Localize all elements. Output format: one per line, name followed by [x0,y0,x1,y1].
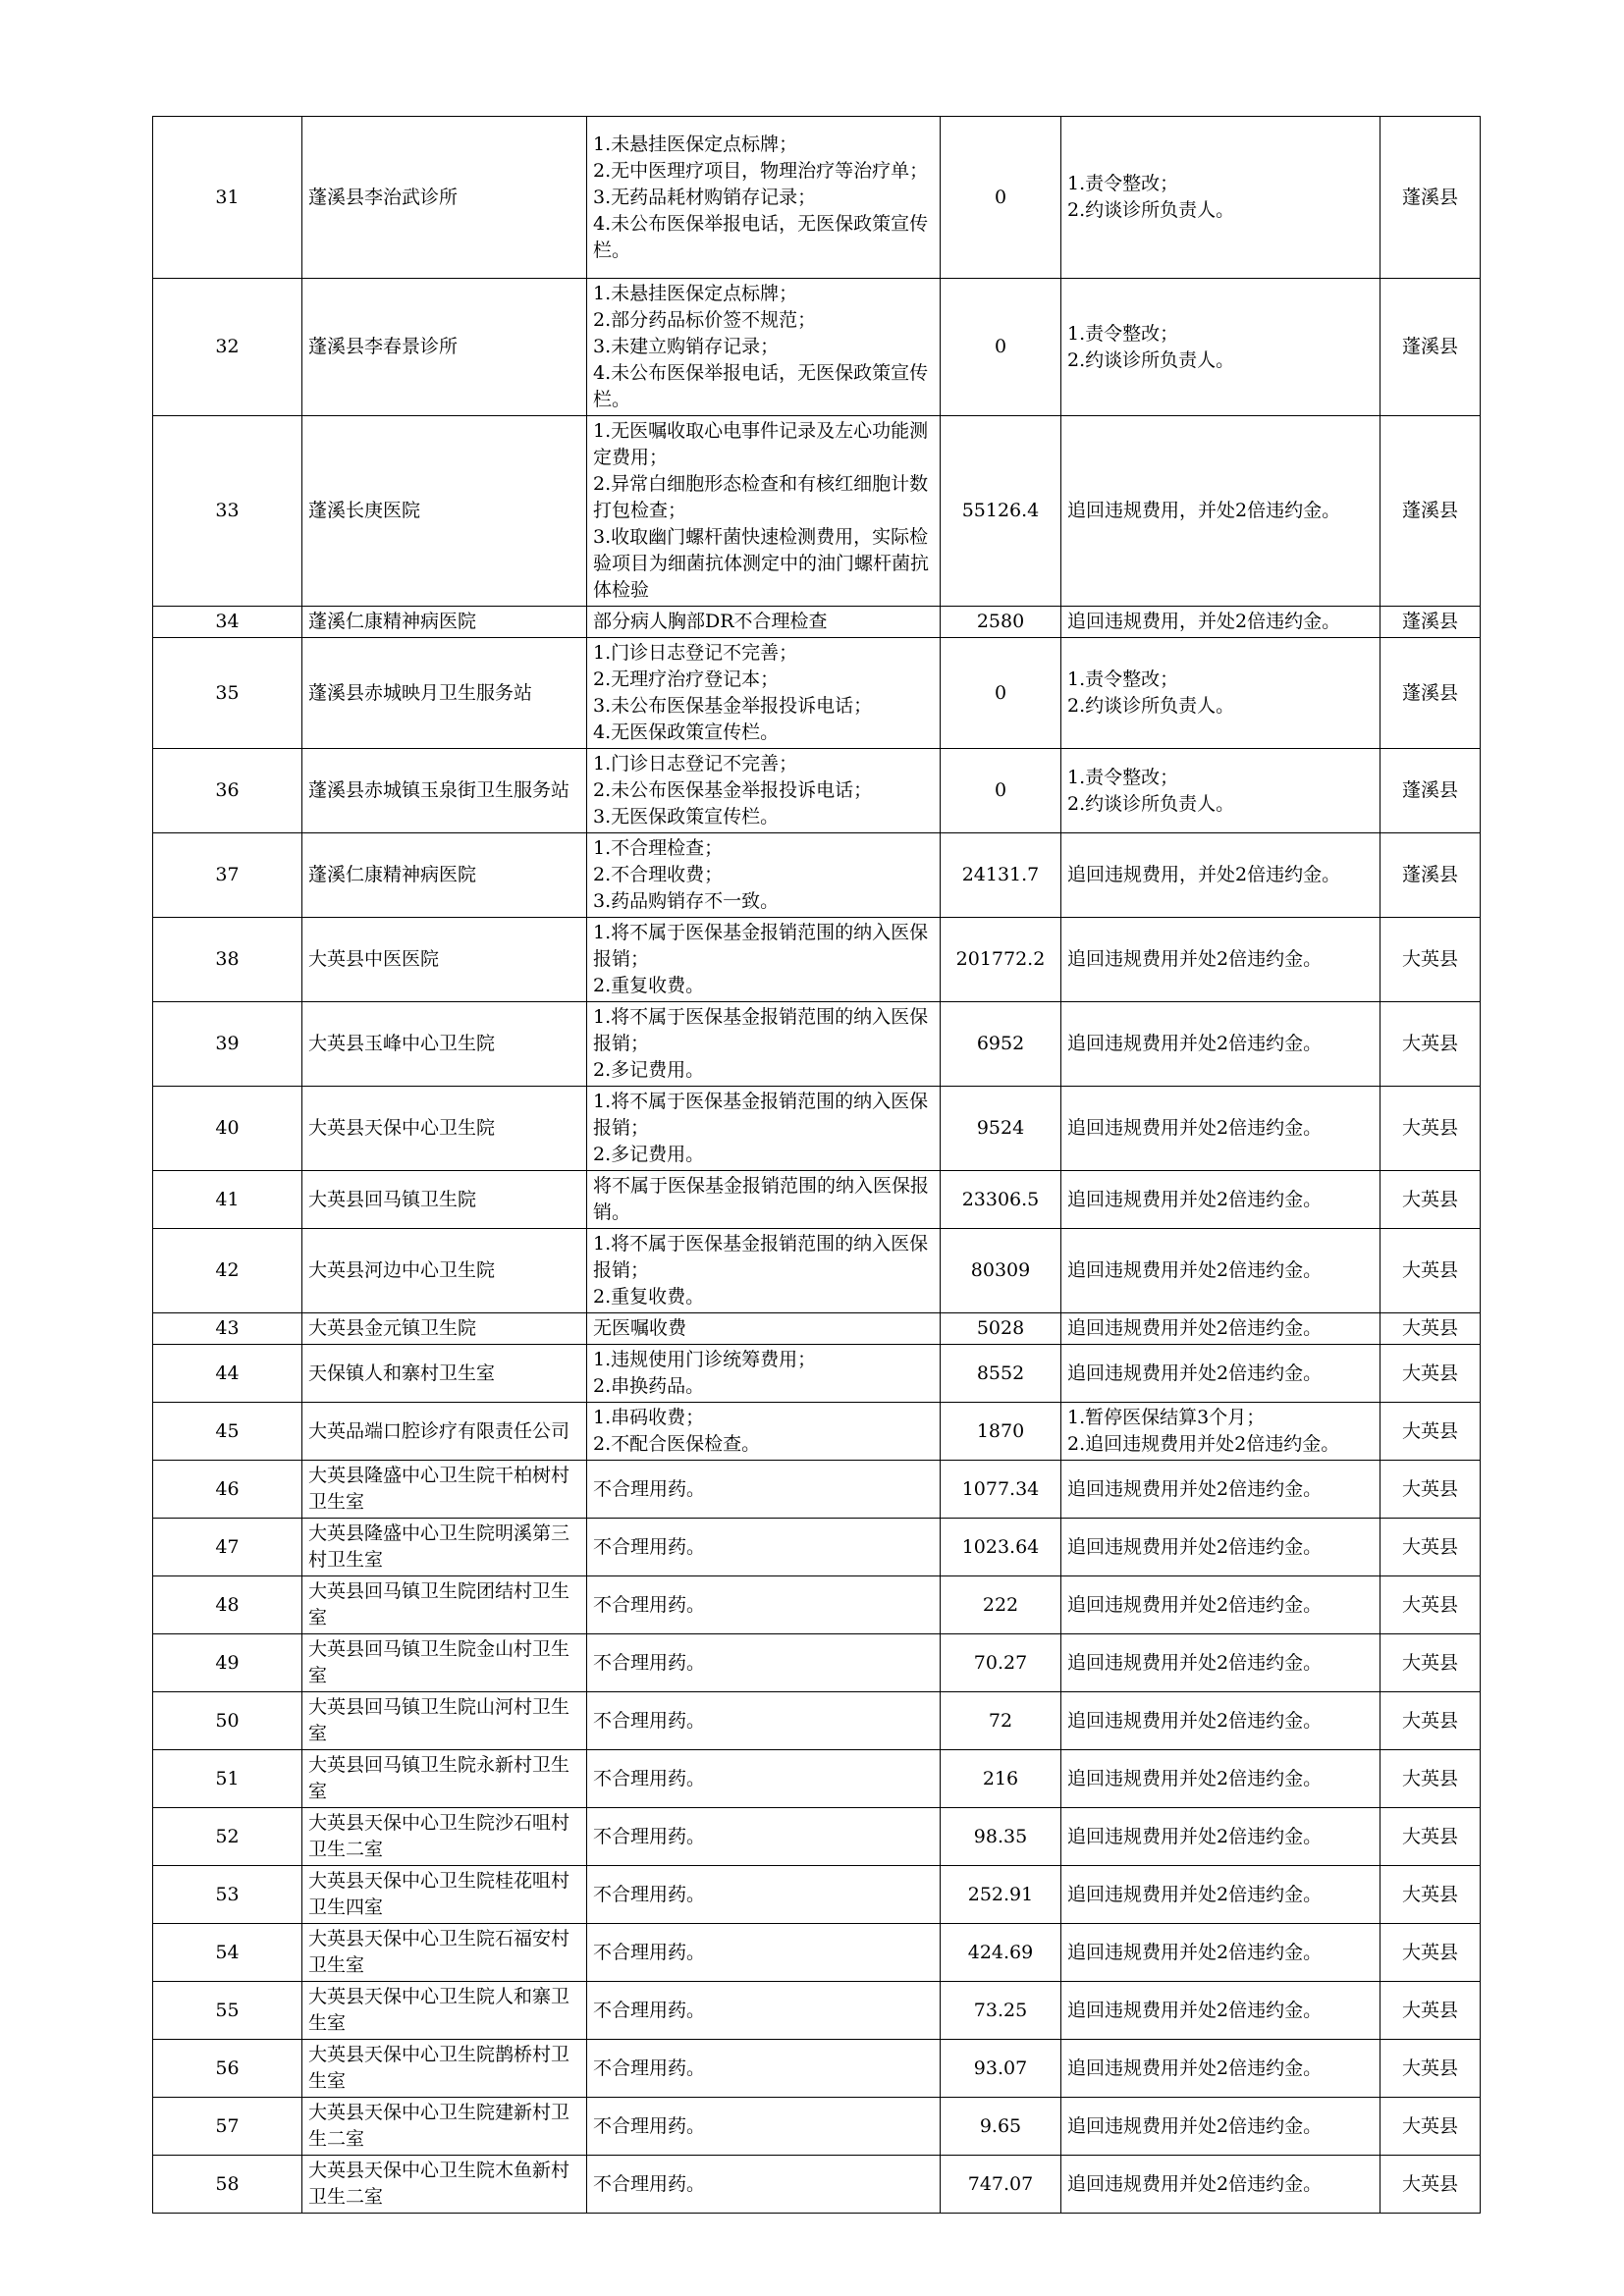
county-name: 大英县 [1380,918,1481,1002]
county-name: 蓬溪县 [1380,117,1481,279]
penalty-text [1061,1313,1380,1345]
penalty-text [1061,833,1380,918]
institution-name: 蓬溪县赤城映月卫生服务站 [302,638,587,749]
table-row [153,1924,1481,1982]
issue-text-line: 不合理用药。 [593,1593,706,1616]
issue-text-line: 不合理用药。 [593,2056,706,2079]
issue-text [587,1229,941,1313]
violation-amount: 70.27 [941,1634,1061,1692]
table-row [153,1313,1481,1345]
violation-amount: 72 [941,1692,1061,1750]
penalty-text [1061,1519,1380,1576]
issue-text [587,1576,941,1634]
row-number: 58 [153,2156,302,2214]
institution-name: 蓬溪仁康精神病医院 [302,607,587,638]
violation-amount: 216 [941,1750,1061,1808]
issue-text-line: 不合理用药。 [593,1709,706,1732]
violation-amount: 55126.4 [941,416,1061,607]
penalty-text-line: 2.约谈诊所负责人。 [1067,199,1235,221]
issue-text [587,1750,941,1808]
issue-text-line: 不合理用药。 [593,1999,706,2021]
penalty-text [1061,2040,1380,2098]
penalty-text-line: 1.责令整改； [1067,766,1179,788]
penalty-text-line: 追回违规费用并处2倍违约金。 [1067,1651,1323,1674]
issue-text-line: 不合理用药。 [593,1941,706,1963]
violation-amount: 6952 [941,1002,1061,1087]
penalty-text-line: 追回违规费用并处2倍违约金。 [1067,1033,1323,1054]
issue-text-line: 1.未悬挂医保定点标牌； [593,133,798,155]
issue-text [587,416,941,607]
institution-name: 大英县天保中心卫生院石福安村卫生室 [302,1924,587,1982]
penalty-text-line: 2.约谈诊所负责人。 [1067,792,1235,815]
violation-amount: 747.07 [941,2156,1061,2214]
penalty-text-line: 1.暂停医保结算3个月； [1067,1407,1266,1428]
issue-text [587,1982,941,2040]
issue-text-line: 1.不合理检查； [593,837,724,859]
issue-text [587,918,941,1002]
penalty-text-line: 追回违规费用并处2倍违约金。 [1067,1999,1323,2021]
issue-text [587,1692,941,1750]
institution-name: 大英县天保中心卫生院沙石咀村卫生二室 [302,1808,587,1866]
row-number: 42 [153,1229,302,1313]
county-name: 大英县 [1380,1692,1481,1750]
row-number: 48 [153,1576,302,1634]
issue-text-line: 1.门诊日志登记不完善； [593,642,798,664]
row-number: 37 [153,833,302,918]
table-row [153,1087,1481,1171]
issue-text-line: 1.未悬挂医保定点标牌； [593,283,798,304]
issue-text-line: 无医嘱收费 [593,1317,687,1339]
issue-text-line: 1.将不属于医保基金报销范围的纳入医保报销； [593,1091,929,1139]
issue-text-line: 2.重复收费。 [593,975,705,996]
penalty-text [1061,1576,1380,1634]
institution-name: 蓬溪县李治武诊所 [302,117,587,279]
penalty-text-line: 追回违规费用并处2倍违约金。 [1067,1883,1323,1905]
issue-text [587,1519,941,1576]
violation-amount: 73.25 [941,1982,1061,2040]
issue-text-line: 1.门诊日志登记不完善； [593,753,798,774]
penalty-text [1061,1461,1380,1519]
penalty-text [1061,1692,1380,1750]
issue-text-line: 1.将不属于医保基金报销范围的纳入医保报销； [593,922,929,970]
issue-text [587,638,941,749]
issue-text [587,1866,941,1924]
penalty-text-line: 追回违规费用并处2倍违约金。 [1067,1825,1323,1847]
table-row [153,279,1481,416]
issue-text-line: 2.异常白细胞形态检查和有核红细胞计数打包检查； [593,473,929,521]
violation-amount: 424.69 [941,1924,1061,1982]
row-number: 40 [153,1087,302,1171]
penalty-text [1061,117,1380,279]
issue-text-line: 将不属于医保基金报销范围的纳入医保报销。 [593,1175,930,1223]
violation-amount: 1023.64 [941,1519,1061,1576]
table-row [153,2156,1481,2214]
issue-text [587,1087,941,1171]
table-row [153,1345,1481,1403]
row-number: 57 [153,2098,302,2156]
penalty-text-line: 2.追回违规费用并处2倍违约金。 [1067,1433,1340,1455]
penalty-text [1061,1002,1380,1087]
table-row [153,607,1481,638]
table-row [153,1403,1481,1461]
institution-name: 大英品端口腔诊疗有限责任公司 [302,1403,587,1461]
table-row [153,749,1481,833]
penalty-text [1061,1345,1380,1403]
table-row [153,918,1481,1002]
county-name: 大英县 [1380,1519,1481,1576]
issue-text-line: 2.无中医理疗项目，物理治疗等治疗单； [593,159,929,182]
county-name: 大英县 [1380,1924,1481,1982]
penalty-text-line: 追回违规费用并处2倍违约金。 [1067,1259,1323,1281]
issue-text-line: 1.将不属于医保基金报销范围的纳入医保报销； [593,1233,929,1281]
penalty-text [1061,1924,1380,1982]
table-row [153,1229,1481,1313]
penalty-text-line: 追回违规费用并处2倍违约金。 [1067,1477,1323,1500]
table-row [153,2040,1481,2098]
penalty-text-line: 追回违规费用并处2倍违约金。 [1067,1188,1323,1210]
penalty-text-line: 追回违规费用并处2倍违约金。 [1067,1117,1323,1139]
issue-text [587,1171,941,1229]
county-name: 大英县 [1380,2156,1481,2214]
issue-text-line: 3.未公布医保基金举报投诉电话； [593,695,873,717]
row-number: 41 [153,1171,302,1229]
penalty-text-line: 追回违规费用并处2倍违约金。 [1067,2172,1323,2195]
county-name: 大英县 [1380,1002,1481,1087]
penalty-text [1061,1171,1380,1229]
violation-amount: 80309 [941,1229,1061,1313]
row-number: 55 [153,1982,302,2040]
issue-text [587,2040,941,2098]
county-name: 大英县 [1380,1313,1481,1345]
penalty-text [1061,749,1380,833]
violation-amount: 222 [941,1576,1061,1634]
row-number: 34 [153,607,302,638]
county-name: 蓬溪县 [1380,749,1481,833]
issue-text [587,1808,941,1866]
issue-text-line: 2.串换药品。 [593,1375,705,1397]
penalty-text [1061,1634,1380,1692]
issue-text-line: 4.未公布医保举报电话，无医保政策宣传栏。 [593,362,929,410]
row-number: 35 [153,638,302,749]
issue-text-line: 3.无医保政策宣传栏。 [593,806,780,828]
violation-amount: 98.35 [941,1808,1061,1866]
institution-name: 大英县回马镇卫生院永新村卫生室 [302,1750,587,1808]
penalty-text [1061,1808,1380,1866]
row-number: 38 [153,918,302,1002]
penalty-text [1061,918,1380,1002]
penalty-text [1061,416,1380,607]
violation-amount: 8552 [941,1345,1061,1403]
institution-name: 大英县中医医院 [302,918,587,1002]
penalty-text [1061,1982,1380,2040]
penalty-text [1061,1229,1380,1313]
row-number: 39 [153,1002,302,1087]
institution-name: 大英县回马镇卫生院团结村卫生室 [302,1576,587,1634]
penalty-text-line: 追回违规费用并处2倍违约金。 [1067,1362,1323,1384]
institution-name: 大英县回马镇卫生院金山村卫生室 [302,1634,587,1692]
penalty-text-line: 2.约谈诊所负责人。 [1067,695,1235,717]
violation-amount: 0 [941,279,1061,416]
violation-amount: 252.91 [941,1866,1061,1924]
row-number: 54 [153,1924,302,1982]
row-number: 52 [153,1808,302,1866]
table-row [153,1750,1481,1808]
penalty-text [1061,638,1380,749]
county-name: 大英县 [1380,2098,1481,2156]
issue-text-line: 3.无药品耗材购销存记录； [593,186,817,208]
issue-text [587,1461,941,1519]
table-row [153,1982,1481,2040]
issue-text-line: 2.重复收费。 [593,1286,705,1308]
issue-text-line: 不合理用药。 [593,1767,706,1789]
institution-name: 大英县回马镇卫生院山河村卫生室 [302,1692,587,1750]
issue-text-line: 不合理用药。 [593,1535,706,1558]
table-row [153,1866,1481,1924]
violation-amount: 93.07 [941,2040,1061,2098]
penalty-text-line: 追回违规费用并处2倍违约金。 [1067,2056,1323,2079]
table-row [153,1808,1481,1866]
violation-amount: 24131.7 [941,833,1061,918]
county-name: 大英县 [1380,1087,1481,1171]
penalty-text-line: 追回违规费用并处2倍违约金。 [1067,1709,1323,1732]
issue-text [587,1403,941,1461]
issue-text-line: 3.未建立购销存记录； [593,336,780,357]
table-row [153,1692,1481,1750]
table-row [153,1519,1481,1576]
row-number: 53 [153,1866,302,1924]
county-name: 大英县 [1380,1808,1481,1866]
issue-text-line: 不合理用药。 [593,1651,706,1674]
table-row [153,1634,1481,1692]
institution-name: 大英县回马镇卫生院 [302,1171,587,1229]
penalty-text-line: 追回违规费用并处2倍违约金。 [1067,1593,1323,1616]
penalty-text [1061,2156,1380,2214]
institution-name: 大英县隆盛中心卫生院明溪第三村卫生室 [302,1519,587,1576]
row-number: 33 [153,416,302,607]
institution-name: 大英县玉峰中心卫生院 [302,1002,587,1087]
issue-text-line: 4.无医保政策宣传栏。 [593,721,780,743]
penalty-text-line: 追回违规费用，并处2倍违约金。 [1067,864,1341,885]
penalty-text-line: 追回违规费用并处2倍违约金。 [1067,2114,1323,2137]
institution-name: 大英县天保中心卫生院桂花咀村卫生四室 [302,1866,587,1924]
issue-text-line: 1.将不属于医保基金报销范围的纳入医保报销； [593,1006,929,1054]
violation-amount: 1077.34 [941,1461,1061,1519]
county-name: 蓬溪县 [1380,416,1481,607]
issue-text-line: 3.药品购销存不一致。 [593,890,780,912]
institution-name: 蓬溪县赤城镇玉泉街卫生服务站 [302,749,587,833]
penalty-text-line: 追回违规费用并处2倍违约金。 [1067,948,1323,970]
institution-name: 大英县天保中心卫生院人和寨卫生室 [302,1982,587,2040]
county-name: 蓬溪县 [1380,607,1481,638]
penalty-text-line: 追回违规费用，并处2倍违约金。 [1067,500,1341,521]
row-number: 51 [153,1750,302,1808]
issue-text [587,607,941,638]
row-number: 32 [153,279,302,416]
issue-text [587,1634,941,1692]
row-number: 47 [153,1519,302,1576]
penalty-text-line: 追回违规费用并处2倍违约金。 [1067,1535,1323,1558]
penalty-text [1061,1403,1380,1461]
institution-name: 蓬溪长庚医院 [302,416,587,607]
penalty-text-line: 1.责令整改； [1067,173,1179,194]
violations-table [152,116,1481,2214]
row-number: 50 [153,1692,302,1750]
row-number: 56 [153,2040,302,2098]
issue-text [587,749,941,833]
issue-text [587,833,941,918]
penalty-text [1061,607,1380,638]
violation-amount: 0 [941,638,1061,749]
institution-name: 大英县天保中心卫生院建新村卫生二室 [302,2098,587,2156]
penalty-text [1061,1750,1380,1808]
penalty-text-line: 1.责令整改； [1067,668,1179,690]
table-row [153,1171,1481,1229]
table-row [153,2098,1481,2156]
county-name: 大英县 [1380,1634,1481,1692]
penalty-text-line: 追回违规费用并处2倍违约金。 [1067,1941,1323,1963]
issue-text-line: 2.多记费用。 [593,1059,705,1081]
table-row [153,833,1481,918]
institution-name: 大英县隆盛中心卫生院干柏树村卫生室 [302,1461,587,1519]
institution-name: 大英县金元镇卫生院 [302,1313,587,1345]
institution-name: 蓬溪县李春景诊所 [302,279,587,416]
issue-text-line: 不合理用药。 [593,1825,706,1847]
county-name: 大英县 [1380,1461,1481,1519]
violation-amount: 201772.2 [941,918,1061,1002]
issue-text-line: 部分病人胸部DR不合理检查 [593,611,828,632]
table-row [153,1576,1481,1634]
issue-text-line: 1.无医嘱收取心电事件记录及左心功能测定费用； [593,420,929,468]
county-name: 大英县 [1380,1345,1481,1403]
issue-text-line: 2.无理疗治疗登记本； [593,668,780,690]
county-name: 大英县 [1380,1229,1481,1313]
county-name: 大英县 [1380,1750,1481,1808]
penalty-text-line: 追回违规费用并处2倍违约金。 [1067,1317,1323,1339]
county-name: 大英县 [1380,2040,1481,2098]
county-name: 大英县 [1380,1403,1481,1461]
violation-amount: 1870 [941,1403,1061,1461]
issue-text-line: 不合理用药。 [593,2172,706,2195]
county-name: 大英县 [1380,1982,1481,2040]
issue-text-line: 4.未公布医保举报电话，无医保政策宣传栏。 [593,212,929,261]
penalty-text [1061,1866,1380,1924]
violation-amount: 0 [941,749,1061,833]
issue-text-line: 不合理用药。 [593,1477,706,1500]
institution-name: 大英县天保中心卫生院木鱼新村卫生二室 [302,2156,587,2214]
row-number: 44 [153,1345,302,1403]
issue-text-line: 3.收取幽门螺杆菌快速检测费用，实际检验项目为细菌抗体测定中的油门螺杆菌抗体检验 [593,526,930,601]
issue-text-line: 1.串码收费； [593,1407,705,1428]
row-number: 46 [153,1461,302,1519]
issue-text [587,1345,941,1403]
issue-text-line: 2.不配合医保检查。 [593,1433,761,1455]
county-name: 蓬溪县 [1380,279,1481,416]
institution-name: 大英县天保中心卫生院 [302,1087,587,1171]
institution-name: 天保镇人和寨村卫生室 [302,1345,587,1403]
institution-name: 蓬溪仁康精神病医院 [302,833,587,918]
issue-text [587,2098,941,2156]
violation-amount: 9524 [941,1087,1061,1171]
county-name: 大英县 [1380,1576,1481,1634]
county-name: 蓬溪县 [1380,638,1481,749]
table-row [153,1461,1481,1519]
issue-text [587,117,941,279]
county-name: 大英县 [1380,1866,1481,1924]
penalty-text [1061,1087,1380,1171]
row-number: 43 [153,1313,302,1345]
institution-name: 大英县天保中心卫生院鹊桥村卫生室 [302,2040,587,2098]
penalty-text-line: 追回违规费用并处2倍违约金。 [1067,1767,1323,1789]
county-name: 蓬溪县 [1380,833,1481,918]
table-row [153,117,1481,279]
table-row [153,1002,1481,1087]
violation-amount: 5028 [941,1313,1061,1345]
violation-amount: 0 [941,117,1061,279]
penalty-text-line: 2.约谈诊所负责人。 [1067,348,1235,371]
violation-amount: 9.65 [941,2098,1061,2156]
penalty-text-line: 追回违规费用，并处2倍违约金。 [1067,611,1341,632]
issue-text-line: 2.不合理收费； [593,864,724,885]
penalty-text [1061,279,1380,416]
table-row [153,416,1481,607]
table-body [153,117,1481,2214]
penalty-text-line: 1.责令整改； [1067,322,1179,345]
row-number: 45 [153,1403,302,1461]
issue-text-line: 不合理用药。 [593,1883,706,1905]
row-number: 49 [153,1634,302,1692]
county-name: 大英县 [1380,1171,1481,1229]
violation-amount: 23306.5 [941,1171,1061,1229]
issue-text-line: 不合理用药。 [593,2114,706,2137]
row-number: 36 [153,749,302,833]
issue-text [587,1924,941,1982]
issue-text-line: 1.违规使用门诊统筹费用； [593,1349,817,1370]
issue-text [587,1002,941,1087]
violation-amount: 2580 [941,607,1061,638]
issue-text [587,1313,941,1345]
issue-text [587,2156,941,2214]
issue-text-line: 2.多记费用。 [593,1144,705,1165]
issue-text-line: 2.部分药品标价签不规范； [593,309,817,331]
institution-name: 大英县河边中心卫生院 [302,1229,587,1313]
penalty-text [1061,2098,1380,2156]
row-number: 31 [153,117,302,279]
issue-text [587,279,941,416]
issue-text-line: 2.未公布医保基金举报投诉电话； [593,779,873,801]
table-row [153,638,1481,749]
